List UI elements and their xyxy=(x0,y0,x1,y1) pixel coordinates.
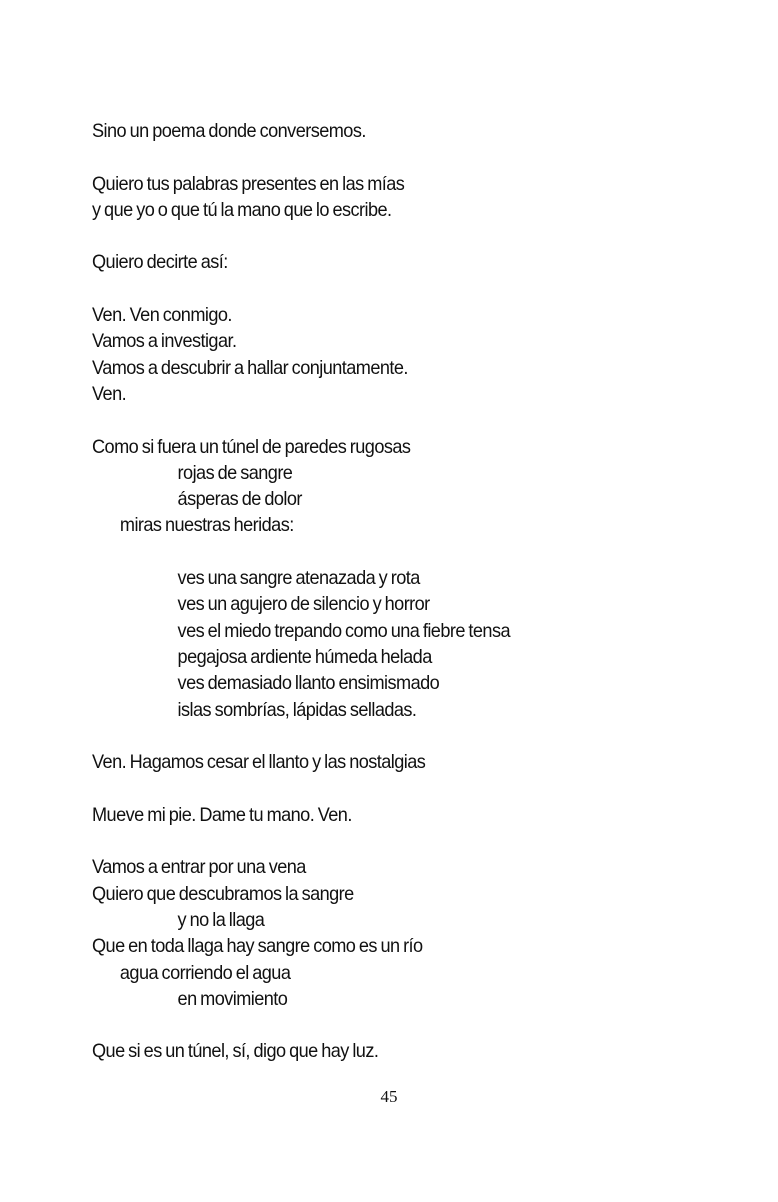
stanza-break xyxy=(92,828,687,854)
poem-line: Quiero que descubramos la sangre xyxy=(92,882,354,905)
poem-line-indented: ves demasiado llanto ensimismado xyxy=(177,672,440,695)
poem-line-indented: en movimiento xyxy=(177,987,288,1010)
poem-line: Mueve mi pie. Dame tu mano. Ven. xyxy=(92,803,352,826)
page-number: 45 xyxy=(380,1087,398,1106)
poem-line: Vamos a entrar por una vena xyxy=(92,856,306,879)
poem-line-indented: miras nuestras heridas: xyxy=(119,514,294,537)
poem-line-indented: ves una sangre atenazada y rota xyxy=(177,567,420,590)
poem-line: Ven. Ven conmigo. xyxy=(92,304,232,327)
poem-line: Vamos a descubrir a hallar conjuntamente. xyxy=(92,356,408,379)
poem-line: Que en toda llaga hay sangre como es un río xyxy=(92,935,423,958)
stanza-break xyxy=(92,723,687,749)
stanza-break xyxy=(92,1012,687,1038)
poem-line-indented: pegajosa ardiente húmeda helada xyxy=(177,645,432,668)
poem-line: Vamos a investigar. xyxy=(92,330,237,353)
poem-line-indented: rojas de sangre xyxy=(177,461,293,484)
poem-line-indented: ves el miedo trepando como una fiebre tensa xyxy=(177,619,510,642)
poem-line: Quiero tus palabras presentes en las mías xyxy=(92,172,405,195)
poem-line: y que yo o que tú la mano que lo escribe. xyxy=(92,198,392,221)
poem-line: Como si fuera un túnel de paredes rugosas xyxy=(92,435,411,458)
stanza-break xyxy=(92,539,687,565)
stanza-break xyxy=(92,775,687,801)
poem-line: Que si es un túnel, sí, digo que hay luz. xyxy=(92,1040,379,1063)
stanza-break xyxy=(92,407,687,433)
poem-line: Quiero decirte así: xyxy=(92,251,228,274)
stanza-break xyxy=(92,276,687,302)
poem-line-indented: islas sombrías, lápidas selladas. xyxy=(177,698,417,721)
stanza-break xyxy=(92,223,687,249)
poem-line: Ven. xyxy=(92,382,127,405)
stanza-break xyxy=(92,144,687,170)
poem-line: Ven. Hagamos cesar el llanto y las nostalgias xyxy=(92,751,426,774)
poem-line-indented: ásperas de dolor xyxy=(177,488,302,511)
poem-line: Sino un poema donde conversemos. xyxy=(92,120,366,142)
poem-text xyxy=(92,118,687,1065)
poem-line-indented: y no la llaga xyxy=(177,908,265,931)
poem-line-indented: ves un agujero de silencio y horror xyxy=(177,593,430,616)
poem-line-indented: agua corriendo el agua xyxy=(119,961,291,984)
